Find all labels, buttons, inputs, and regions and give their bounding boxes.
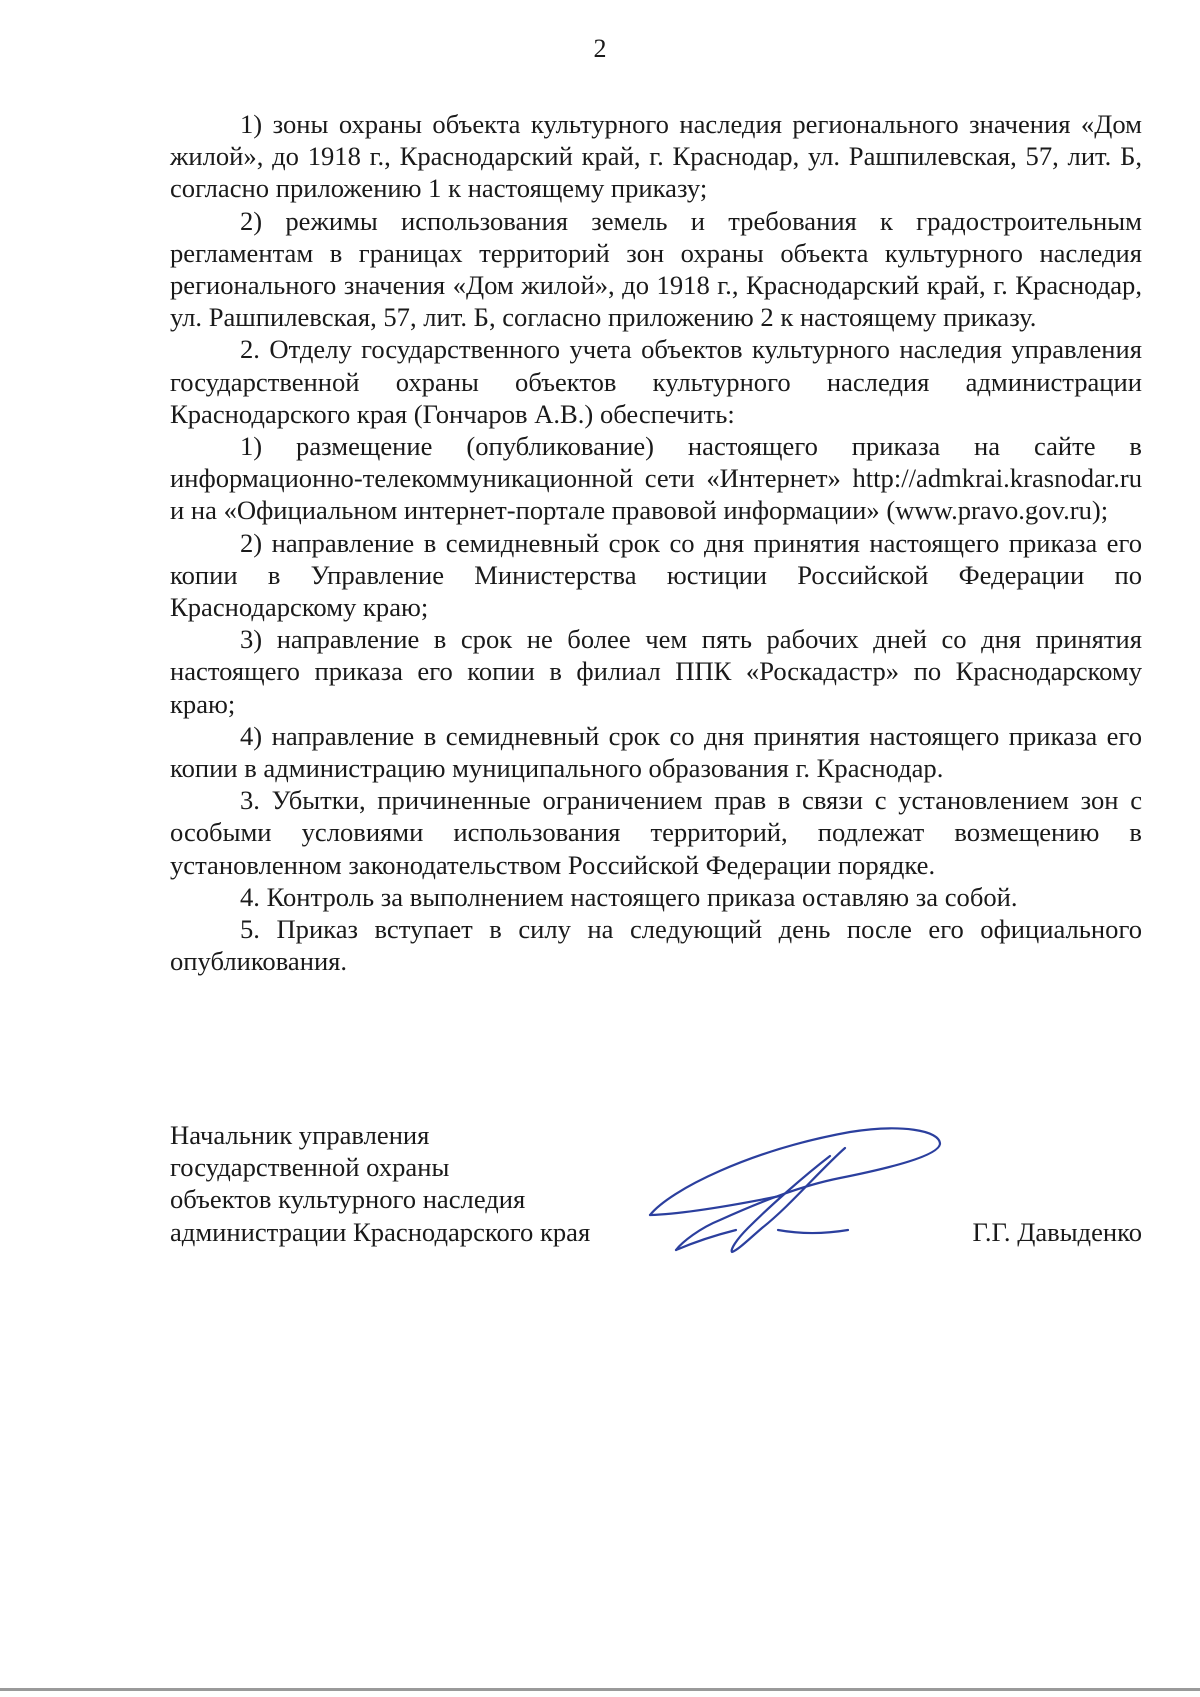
paragraph-zones: 1) зоны охраны объекта культурного наследия регионального значения «Дом жилой», до 1918 г., Краснодарский край, г. Краснодар, ул. Рашпилевская, 57, лит. Б, согласно приложению 1 к настоящему приказу; [170, 109, 1142, 204]
paragraph-roskadastr-copy: 3) направление в срок не более чем пять рабочих дней со дня принятия настоящего приказа его копии в филиал ППК «Роскадастр» по Краснодарскому краю; [170, 624, 1142, 719]
bottom-border [0, 1688, 1200, 1691]
paragraph-ministry-copy: 2) направление в семидневный срок со дня принятия настоящего приказа его копии в Управление Министерства юстиции Российской Федерации по Краснодарскому краю; [170, 527, 1142, 623]
paragraph-control: 4. Контроль за выполнением настоящего приказа оставляю за собой. [240, 881, 1018, 912]
signatory-title-line: государственной охраны [170, 1152, 450, 1183]
page-number: 2 [593, 34, 607, 63]
paragraph-publication: 1) размещение (опубликование) настоящего приказа на сайте в информационно-телекоммуникационной сети «Интернет» http://admkrai.krasnodar.ru и на «Официальном интернет-портале правовой информации» (www.pravo.gov.ru); [170, 431, 1142, 526]
paragraph-department: 2. Отделу государственного учета объектов культурного наследия управления государственной охраны объектов культурного наследия администрации Краснодарского края (Гончаров А.В.) обеспечить: [170, 334, 1142, 429]
paragraph-losses: 3. Убытки, причиненные ограничением прав в связи с установлением зон с особыми условиями использования территорий, подлежат возмещению в установленном законодательством Российской Федерации порядке. [170, 785, 1142, 880]
signatory-title-line: администрации Краснодарского края [170, 1216, 591, 1247]
document-body [170, 108, 1142, 977]
signature-strokes [650, 1128, 940, 1252]
paragraph-municipal-copy: 4) направление в семидневный срок со дня принятия настоящего приказа его копии в администрацию муниципального образования г. Краснодар. [170, 720, 1142, 784]
signatory-name: Г.Г. Давыденко [972, 1216, 1142, 1247]
paragraph-effective-date: 5. Приказ вступает в силу на следующий день после его официального опубликования. [170, 914, 1142, 977]
signatory-title-line: Начальник управления [170, 1120, 430, 1150]
signatory-title [170, 1119, 590, 1248]
paragraph-regimes: 2) режимы использования земель и требования к градостроительным регламентам в границах территорий зон охраны объекта культурного наследия регионального значения «Дом жилой», до 1918 г., Краснодарский край, г. Краснодар, ул. Рашпилевская, 57, лит. Б, согласно приложению 2 к настоящему приказу. [170, 205, 1142, 333]
handwritten-signature [640, 1110, 960, 1270]
signatory-title-line: объектов культурного наследия [170, 1184, 526, 1215]
